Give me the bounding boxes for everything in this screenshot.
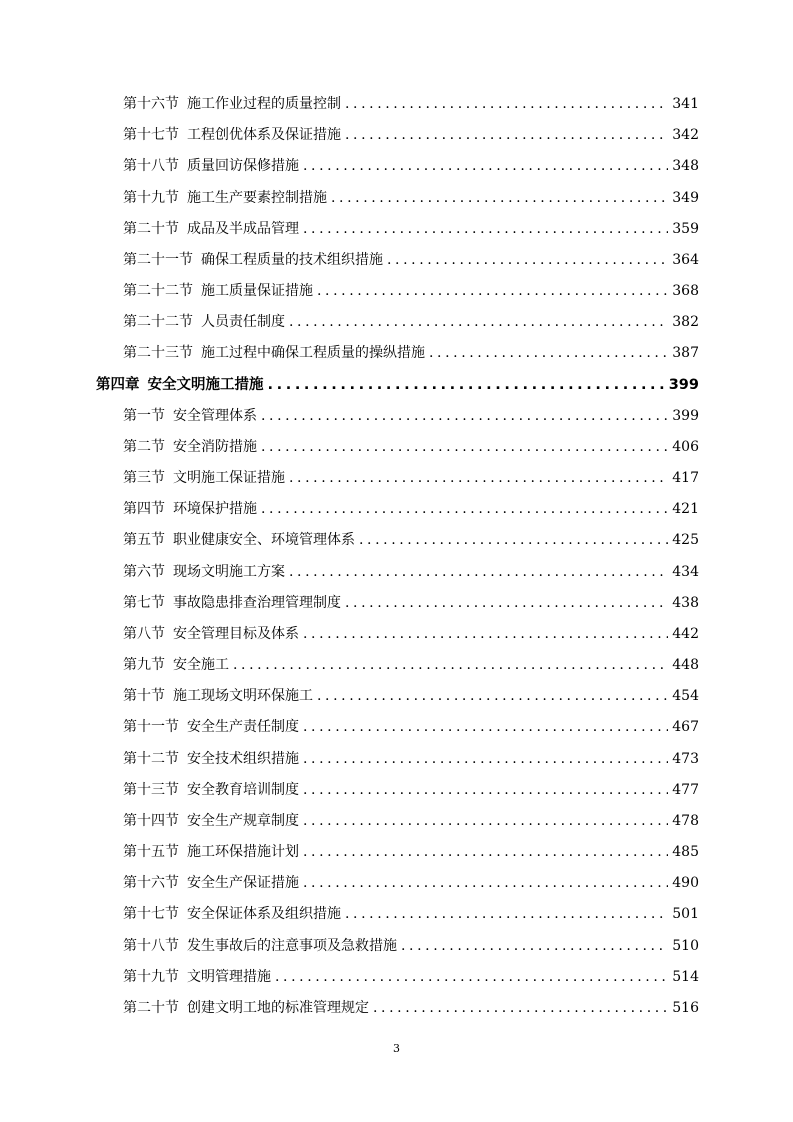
toc-leader-dots bbox=[387, 249, 668, 271]
toc-leader-dots bbox=[345, 592, 668, 614]
toc-entry-title: 发生事故后的注意事项及急救措施 bbox=[187, 937, 397, 954]
toc-entry-page: 485 bbox=[672, 844, 699, 861]
toc-entry-number: 第十七节 bbox=[123, 127, 179, 144]
toc-entry-number: 第十三节 bbox=[123, 781, 179, 798]
toc-leader-dots bbox=[359, 529, 668, 551]
toc-entry-page: 348 bbox=[672, 158, 699, 175]
toc-section-entry[interactable] bbox=[123, 218, 699, 240]
toc-entry-number: 第二十二节 bbox=[123, 283, 193, 300]
toc-entry-number: 第二十一节 bbox=[123, 251, 193, 268]
toc-entry-number: 第十五节 bbox=[123, 844, 179, 861]
toc-entry-number: 第二十节 bbox=[123, 220, 179, 237]
toc-entry-number: 第一节 bbox=[123, 407, 165, 424]
toc-entry-title: 确保工程质量的技术组织措施 bbox=[201, 251, 383, 268]
toc-entry-title: 安全消防措施 bbox=[173, 438, 257, 455]
toc-leader-dots bbox=[261, 498, 668, 520]
toc-entry-number: 第十八节 bbox=[123, 937, 179, 954]
toc-entry-page: 510 bbox=[672, 937, 699, 954]
toc-entry-number: 第十一节 bbox=[123, 719, 179, 736]
toc-leader-dots bbox=[268, 374, 665, 396]
toc-leader-dots bbox=[429, 342, 668, 364]
toc-section-entry[interactable] bbox=[123, 903, 699, 925]
toc-entry-page: 490 bbox=[672, 875, 699, 892]
toc-leader-dots bbox=[303, 623, 668, 645]
toc-entry-title: 创建文明工地的标准管理规定 bbox=[187, 999, 369, 1016]
toc-entry-number: 第十节 bbox=[123, 688, 165, 705]
toc-leader-dots bbox=[373, 997, 668, 1019]
toc-entry-title: 现场文明施工方案 bbox=[173, 563, 285, 580]
toc-entry-number: 第十六节 bbox=[123, 96, 179, 112]
toc-leader-dots bbox=[345, 93, 668, 115]
toc-entry-title: 安全保证体系及组织措施 bbox=[187, 906, 341, 923]
toc-section-entry[interactable] bbox=[123, 498, 699, 520]
toc-leader-dots bbox=[331, 187, 668, 209]
toc-section-entry[interactable] bbox=[123, 249, 699, 271]
toc-entry-title: 施工质量保证措施 bbox=[201, 283, 313, 300]
toc-entry-page: 406 bbox=[672, 438, 699, 455]
toc-entry-page: 382 bbox=[672, 314, 699, 331]
toc-leader-dots bbox=[289, 467, 668, 489]
toc-entry-number: 第十九节 bbox=[123, 968, 179, 985]
toc-entry-page: 359 bbox=[672, 220, 699, 237]
toc-entry-number: 第四章 bbox=[96, 376, 140, 393]
toc-entry-title: 施工现场文明环保施工 bbox=[173, 688, 313, 705]
toc-entry-title: 事故隐患排查治理管理制度 bbox=[173, 594, 341, 611]
toc-entry-page: 434 bbox=[672, 563, 699, 580]
toc-entry-page: 349 bbox=[672, 189, 699, 206]
toc-entry-number: 第三节 bbox=[123, 470, 165, 487]
toc-section-entry[interactable] bbox=[123, 529, 699, 551]
toc-section-entry[interactable] bbox=[123, 935, 699, 957]
toc-entry-title: 安全生产责任制度 bbox=[187, 719, 299, 736]
toc-entry-number: 第四节 bbox=[123, 501, 165, 518]
toc-entry-page: 478 bbox=[672, 812, 699, 829]
toc-leader-dots bbox=[261, 405, 668, 427]
toc-section-entry[interactable] bbox=[123, 93, 699, 115]
toc-section-entry[interactable] bbox=[123, 155, 699, 177]
toc-entry-number: 第九节 bbox=[123, 657, 165, 674]
toc-entry-page: 438 bbox=[672, 594, 699, 611]
toc-entry-number: 第十六节 bbox=[123, 875, 179, 892]
toc-entry-title: 安全生产保证措施 bbox=[187, 875, 299, 892]
toc-entry-number: 第二十节 bbox=[123, 999, 179, 1016]
toc-section-entry[interactable] bbox=[123, 748, 699, 770]
toc-entry-number: 第十四节 bbox=[123, 812, 179, 829]
toc-entry-title: 质量回访保修措施 bbox=[187, 158, 299, 175]
toc-entry-title: 安全技术组织措施 bbox=[187, 750, 299, 767]
toc-entry-page: 442 bbox=[672, 625, 699, 642]
toc-entry-number: 第十八节 bbox=[123, 158, 179, 175]
toc-entry-page: 342 bbox=[672, 127, 699, 144]
toc-section-entry[interactable] bbox=[123, 810, 699, 832]
toc-entry-title: 文明施工保证措施 bbox=[173, 470, 285, 487]
toc-leader-dots bbox=[317, 280, 668, 302]
toc-entry-number: 第六节 bbox=[123, 563, 165, 580]
toc-section-entry[interactable] bbox=[123, 997, 699, 1019]
toc-entry-page: 368 bbox=[672, 283, 699, 300]
toc-entry-page: 448 bbox=[672, 657, 699, 674]
toc-entry-page: 473 bbox=[672, 750, 699, 767]
toc-section-entry[interactable] bbox=[123, 187, 699, 209]
toc-entry-title: 工程创优体系及保证措施 bbox=[187, 127, 341, 144]
toc-section-entry[interactable] bbox=[123, 311, 699, 333]
toc-entry-number: 第八节 bbox=[123, 625, 165, 642]
toc-entry-title: 施工环保措施计划 bbox=[187, 844, 299, 861]
toc-leader-dots bbox=[275, 966, 668, 988]
toc-leader-dots bbox=[303, 841, 668, 863]
toc-entry-page: 421 bbox=[672, 501, 699, 518]
toc-leader-dots bbox=[289, 311, 668, 333]
toc-leader-dots bbox=[401, 935, 668, 957]
toc-entry-title: 环境保护措施 bbox=[173, 501, 257, 518]
toc-section-entry[interactable] bbox=[123, 561, 699, 583]
toc-leader-dots bbox=[303, 810, 668, 832]
toc-section-entry[interactable] bbox=[123, 872, 699, 894]
toc-entry-title: 安全生产规章制度 bbox=[187, 812, 299, 829]
toc-entry-title: 安全管理体系 bbox=[173, 407, 257, 424]
toc-section-entry[interactable] bbox=[123, 623, 699, 645]
toc-leader-dots bbox=[261, 436, 668, 458]
toc-section-entry[interactable] bbox=[123, 467, 699, 489]
toc-section-entry[interactable] bbox=[123, 841, 699, 863]
toc-entry-title: 施工生产要素控制措施 bbox=[187, 189, 327, 206]
toc-section-entry[interactable] bbox=[123, 966, 699, 988]
toc-entry-page: 399 bbox=[672, 407, 699, 424]
toc-entry-title: 安全施工 bbox=[173, 657, 229, 674]
toc-leader-dots bbox=[289, 561, 668, 583]
toc-leader-dots bbox=[303, 716, 668, 738]
toc-section-entry[interactable] bbox=[123, 654, 699, 676]
toc-entry-number: 第十二节 bbox=[123, 750, 179, 767]
toc-entry-page: 387 bbox=[672, 345, 699, 362]
toc-entry-page: 341 bbox=[672, 96, 699, 112]
toc-section-entry[interactable] bbox=[123, 342, 699, 364]
toc-entry-number: 第五节 bbox=[123, 532, 165, 549]
toc-entry-title: 安全管理目标及体系 bbox=[173, 625, 299, 642]
toc-entry-number: 第二节 bbox=[123, 438, 165, 455]
toc-leader-dots bbox=[303, 779, 668, 801]
toc-section-entry[interactable] bbox=[123, 716, 699, 738]
toc-entry-page: 477 bbox=[672, 781, 699, 798]
toc-entry-title: 人员责任制度 bbox=[201, 314, 285, 331]
toc-section-entry[interactable] bbox=[123, 685, 699, 707]
toc-section-entry[interactable] bbox=[123, 436, 699, 458]
toc-entry-title: 施工过程中确保工程质量的操纵措施 bbox=[201, 345, 425, 362]
toc-entry-page: 399 bbox=[668, 376, 699, 393]
toc-entry-title: 文明管理措施 bbox=[187, 968, 271, 985]
toc-leader-dots bbox=[345, 903, 668, 925]
toc-entry-page: 364 bbox=[672, 251, 699, 268]
toc-leader-dots bbox=[303, 218, 668, 240]
toc-entry-number: 第十七节 bbox=[123, 906, 179, 923]
toc-leader-dots bbox=[303, 872, 668, 894]
toc-chapter-entry[interactable] bbox=[96, 374, 699, 396]
toc-entry-title: 成品及半成品管理 bbox=[187, 220, 299, 237]
toc-entry-number: 第十九节 bbox=[123, 189, 179, 206]
toc-entry-page: 425 bbox=[672, 532, 699, 549]
toc-section-entry[interactable] bbox=[123, 280, 699, 302]
toc-entry-page: 417 bbox=[672, 470, 699, 487]
toc-entry-title: 职业健康安全、环境管理体系 bbox=[173, 532, 355, 549]
toc-entry-title: 施工作业过程的质量控制 bbox=[187, 96, 341, 112]
toc-section-entry[interactable] bbox=[123, 592, 699, 614]
toc-entry-page: 467 bbox=[672, 719, 699, 736]
toc-entry-page: 501 bbox=[672, 906, 699, 923]
toc-entry-number: 第二十三节 bbox=[123, 345, 193, 362]
toc-leader-dots bbox=[233, 654, 668, 676]
page-number: 3 bbox=[393, 1042, 400, 1055]
toc-entry-page: 514 bbox=[672, 968, 699, 985]
toc-leader-dots bbox=[303, 155, 668, 177]
toc-entry-number: 第二十二节 bbox=[123, 314, 193, 331]
toc-entry-number: 第七节 bbox=[123, 594, 165, 611]
toc-section-entry[interactable] bbox=[123, 124, 699, 146]
toc-entry-title: 安全文明施工措施 bbox=[147, 376, 264, 393]
toc-leader-dots bbox=[317, 685, 668, 707]
toc-leader-dots bbox=[303, 748, 668, 770]
toc-section-entry[interactable] bbox=[123, 779, 699, 801]
toc-entry-title: 安全教育培训制度 bbox=[187, 781, 299, 798]
toc-leader-dots bbox=[345, 124, 668, 146]
toc-entry-page: 454 bbox=[672, 688, 699, 705]
toc-entry-page: 516 bbox=[672, 999, 699, 1016]
toc-section-entry[interactable] bbox=[123, 405, 699, 427]
